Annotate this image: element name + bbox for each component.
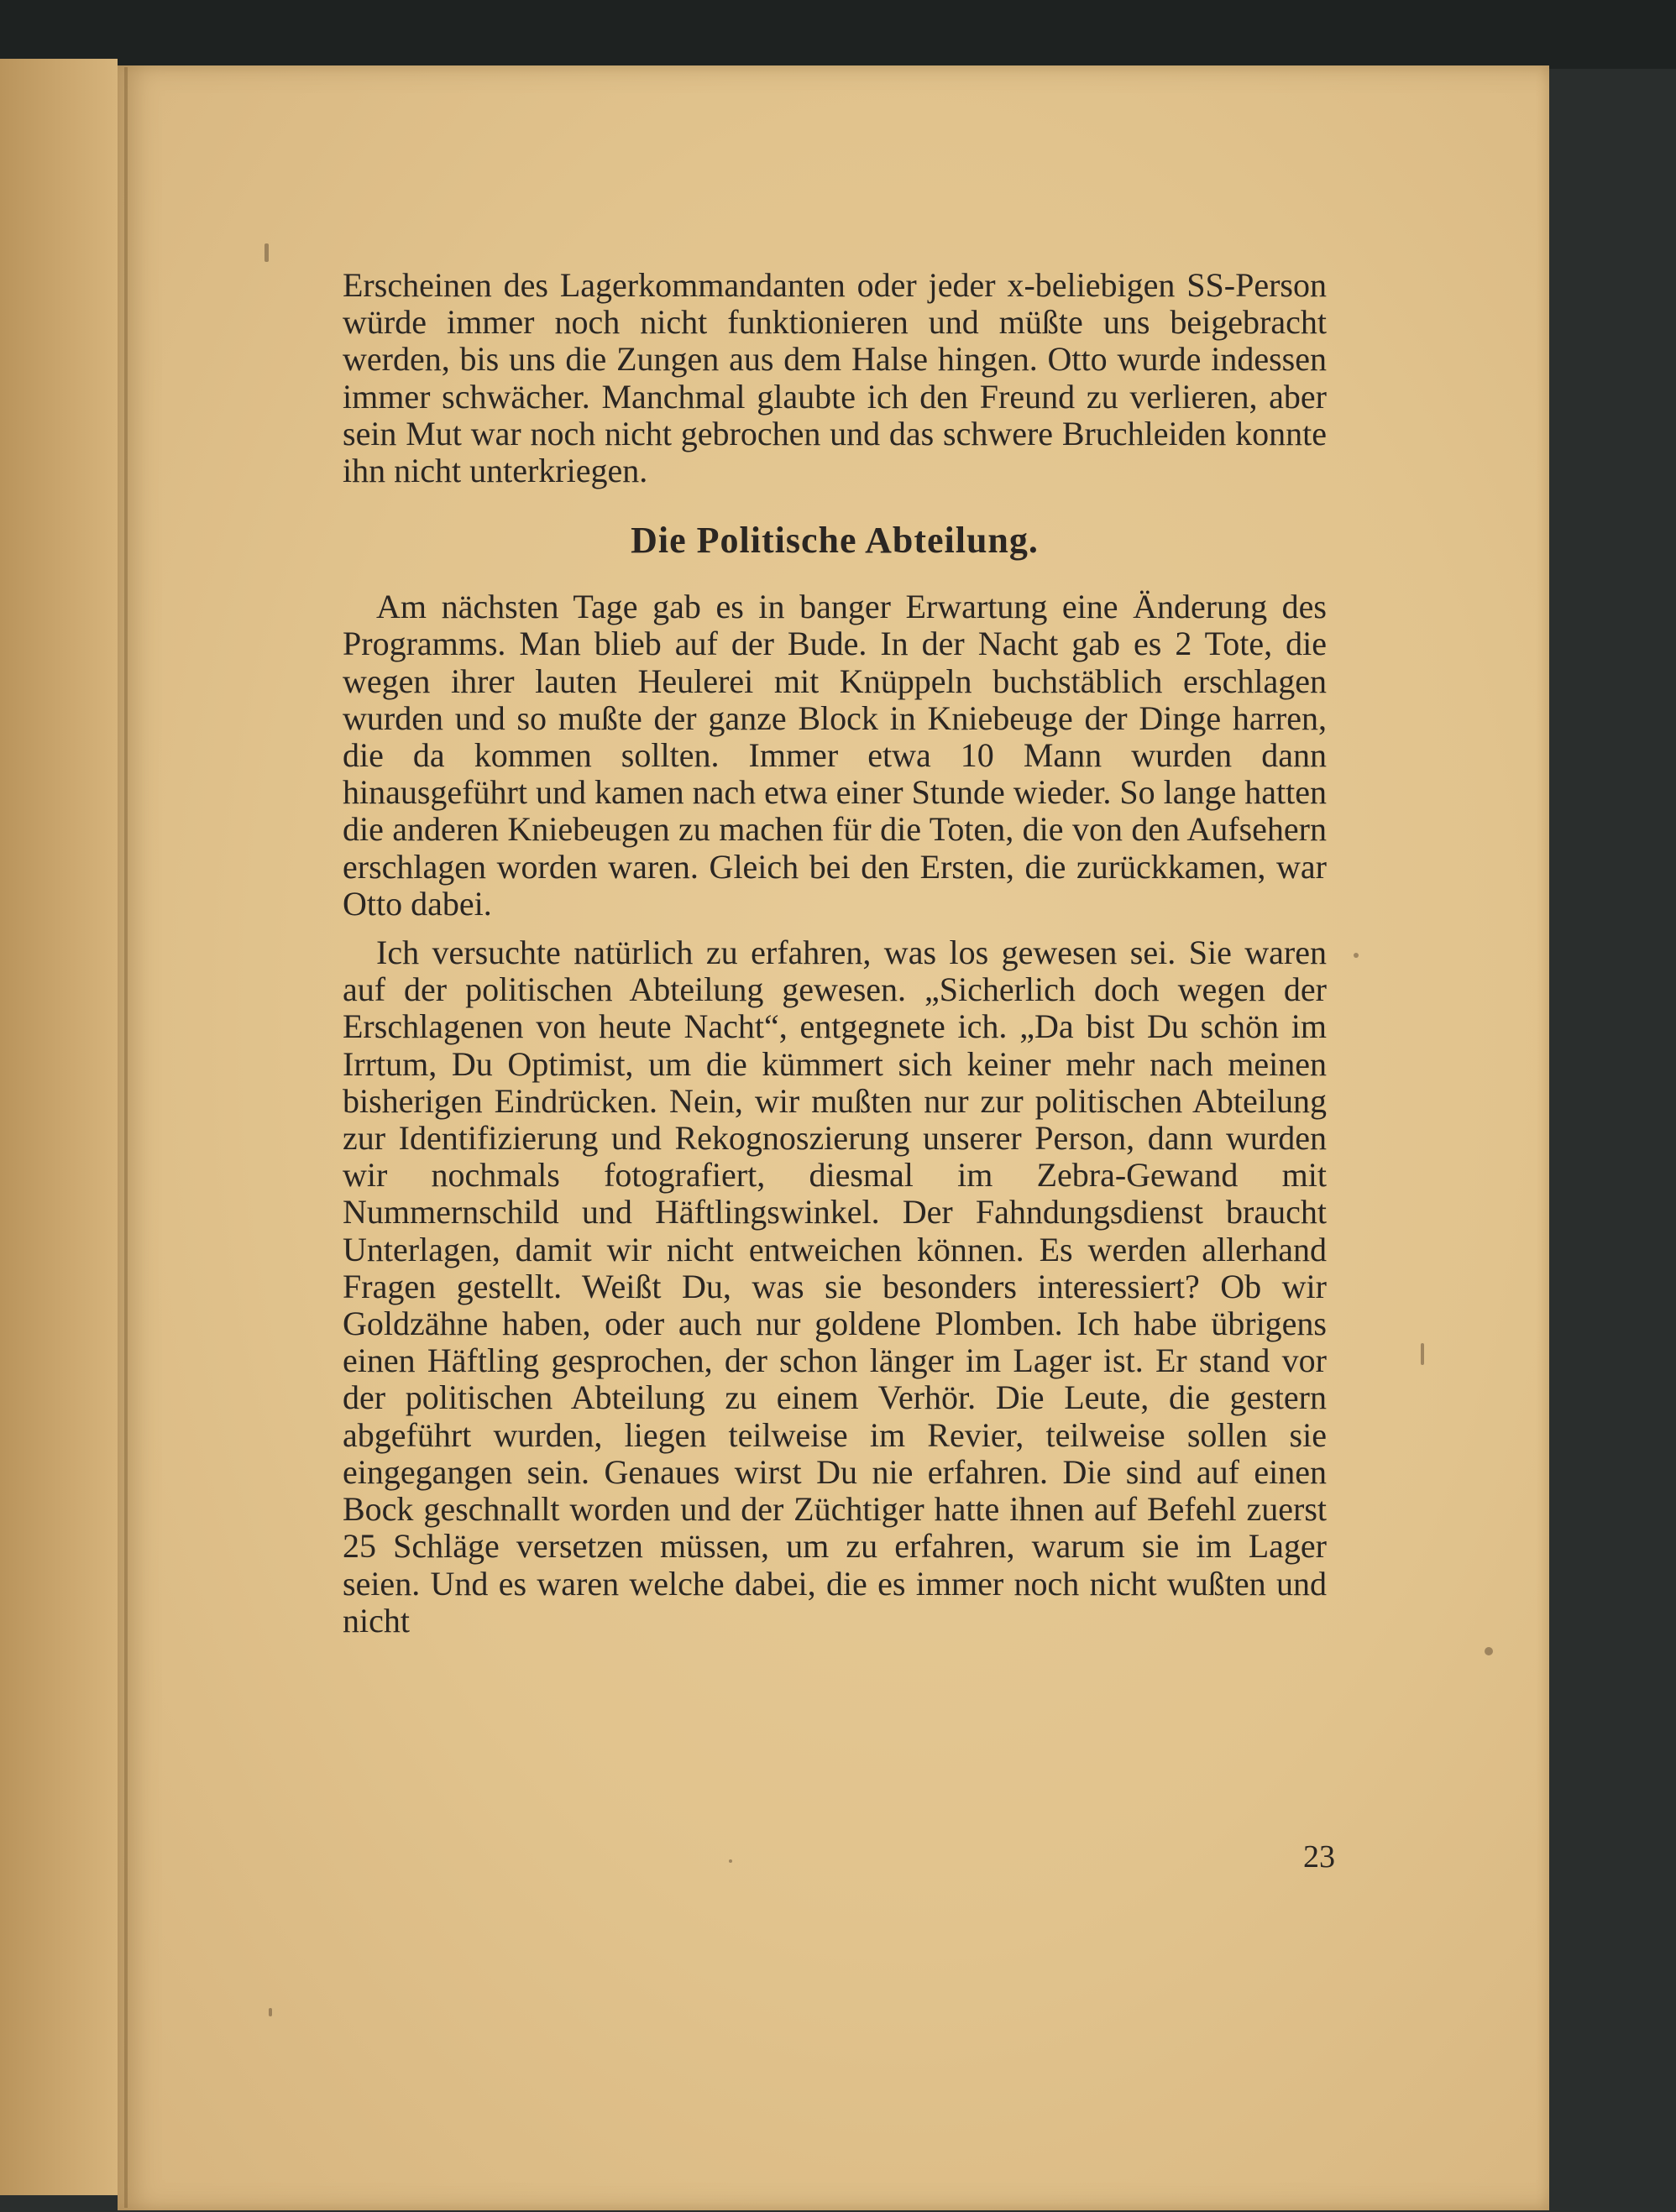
paper-speck bbox=[264, 243, 269, 262]
page-gutter bbox=[124, 67, 128, 2208]
paper-speck bbox=[269, 2008, 272, 2016]
paragraph-2: Ich versuchte natürlich zu erfahren, was los gewesen sei. Sie waren auf der politischen Abteilung gewesen. „Sicherlich doch wegen der Erschlagenen von heute Nacht“, entgegnete ich. „Da bist Du schön im Irrtum, Du Optimist, um die kümmert sich keiner mehr nach meinen bisherigen Eindrücken. Nein, wir mußten nur zur politischen Abteilung zur Identifizierung und Rekognoszierung unserer Person, dann wurden wir nochmals fotografiert, diesmal im Zebra-Gewand mit Nummernschild und Häftlingswinkel. Der Fahndungsdienst braucht Unterlagen, damit wir nicht entweichen können. Es werden allerhand Fragen gestellt. Weißt Du, was sie besonders interessiert? Ob wir Goldzähne haben, oder auch nur goldene Plomben. Ich habe übrigens einen Häftling gesprochen, der schon länger im Lager ist. Er stand vor der politischen Abteilung zu einem Verhör. Die Leute, die gestern abgeführt wurden, liegen teilweise im Revier, teilweise sollen sie eingegangen sein. Genaues wirst Du nie erfahren. Die sind auf einen Bock geschnallt worden und der Züchtiger hatte ihnen auf Befehl zuerst 25 Schläge versetzen müssen, um zu erfahren, warum sie im Lager seien. Und es waren welche dabei, die es immer noch nicht wußten und nicht bbox=[343, 933, 1327, 1639]
paper-speck bbox=[1485, 1647, 1493, 1655]
paper-speck bbox=[1421, 1343, 1424, 1365]
previous-page-edge bbox=[0, 59, 118, 2195]
scan-background-top bbox=[0, 0, 1676, 69]
page-number: 23 bbox=[1303, 1839, 1335, 1875]
paper-speck bbox=[1354, 953, 1359, 958]
paragraph-1: Am nächsten Tage gab es in banger Erwartung eine Änderung des Programms. Man blieb auf der Bude. In der Nacht gab es 2 Tote, die wegen ihrer lauten Heulerei mit Knüppeln buchstäblich erschlagen wurden und so mußte der ganze Block in Kniebeuge der Dinge harren, die da kommen sollten. Immer etwa 10 Mann wurden dann hinausgeführt und kamen nach etwa einer Stunde wieder. So lange hatten die anderen Kniebeugen zu machen für die Toten, die von den Aufsehern erschlagen worden waren. Gleich bei den Ersten, die zurückkamen, war Otto dabei. bbox=[343, 588, 1327, 923]
intro-paragraph: Erscheinen des Lagerkommandanten oder jeder x-beliebigen SS-Person würde immer noch nicht funktionieren und müßte uns beigebracht werden, bis uns die Zungen aus dem Halse hingen. Otto wurde indessen immer schwächer. Manchmal glaubte ich den Freund zu verlieren, aber sein Mut war noch nicht gebrochen und das schwere Bruchleiden konnte ihn nicht unterkriegen. bbox=[343, 266, 1327, 490]
section-heading: Die Politische Abteilung. bbox=[631, 520, 1039, 562]
body-text bbox=[343, 267, 1327, 1639]
paper-speck bbox=[729, 1859, 732, 1863]
